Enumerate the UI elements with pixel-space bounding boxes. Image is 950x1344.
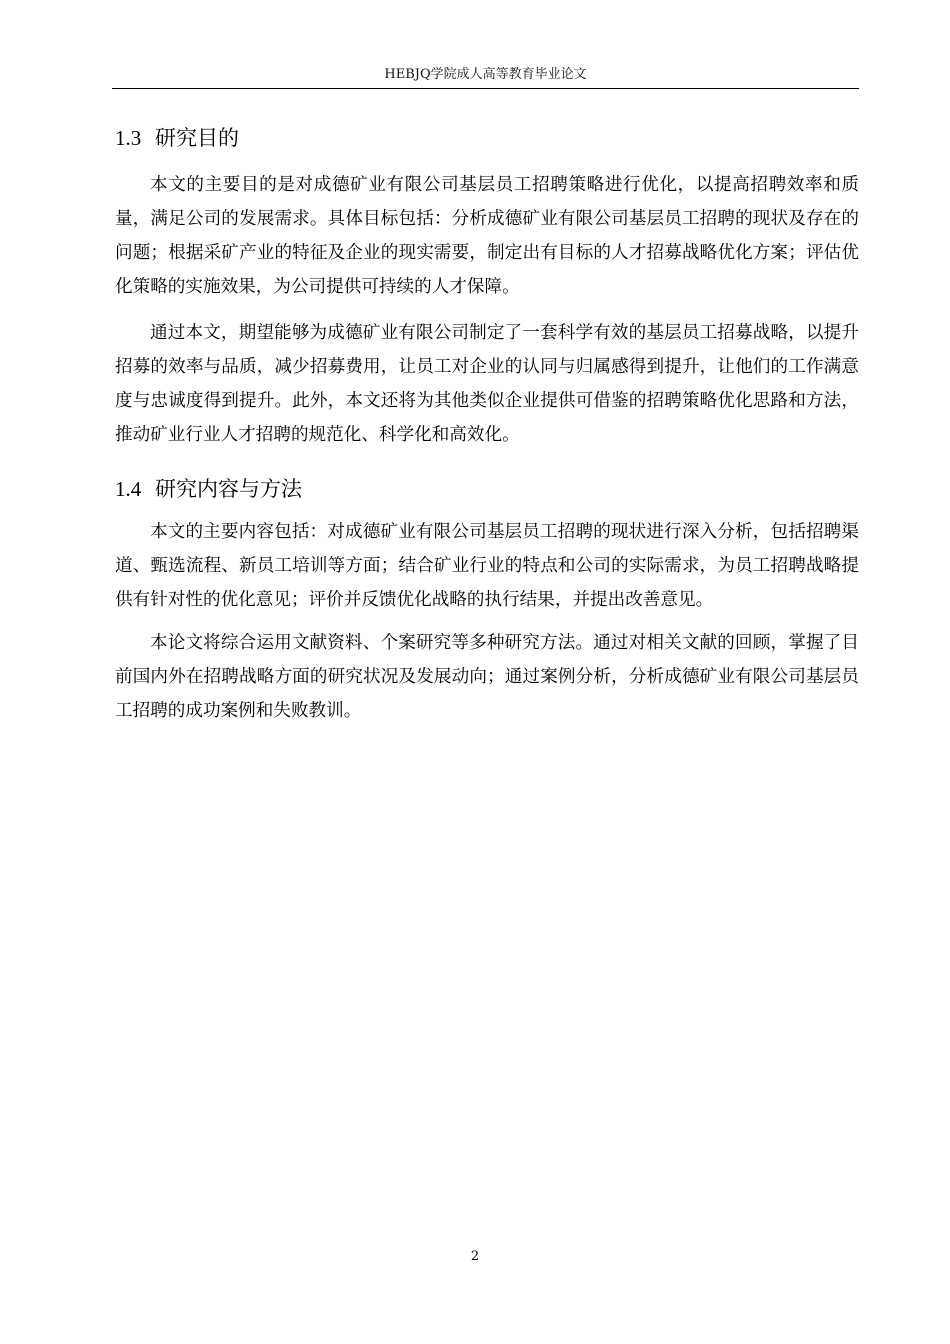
paragraph: 本文的主要目的是对成德矿业有限公司基层员工招聘策略进行优化，以提高招聘效率和质量，满足公司的发展需求。具体目标包括：分析成德矿业有限公司基层员工招聘的现状及存在的问题；根据采矿产业的特征及企业的现实需要，制定出有目标的人才招募战略优化方案；评估优化策略的实施效果，为公司提供可持续的人才保障。 <box>115 175 859 297</box>
section-heading-1-4 <box>115 474 302 504</box>
paragraph: 通过本文，期望能够为成德矿业有限公司制定了一套科学有效的基层员工招募战略，以提升招募的效率与品质，减少招募费用，让员工对企业的认同与归属感得到提升，让他们的工作满意度与忠诚度得到提升。此外，本文还将为其他类似企业提供可借鉴的招聘策略优化思路和方法，推动矿业行业人才招聘的规范化、科学化和高效化。 <box>115 323 859 445</box>
paragraph: 本文的主要内容包括：对成德矿业有限公司基层员工招聘的现状进行深入分析，包括招聘渠道、甄选流程、新员工培训等方面；结合矿业行业的特点和公司的实际需求，为员工招聘战略提供有针对性的优化意见；评价并反馈优化战略的执行结果，并提出改善意见。 <box>115 522 859 610</box>
section-number: 1.3 <box>115 126 142 150</box>
header-divider <box>112 88 859 89</box>
section-number: 1.4 <box>115 477 142 501</box>
paragraph: 本论文将综合运用文献资料、个案研究等多种研究方法。通过对相关文献的回顾，掌握了目前国内外在招聘战略方面的研究状况及发展动向；通过案例分析，分析成德矿业有限公司基层员工招聘的成功案例和失败教训。 <box>115 633 859 721</box>
page-header: HEBJQ学院成人高等教育毕业论文 <box>384 67 587 82</box>
section-title: 研究目的 <box>155 126 239 150</box>
page-number: 2 <box>470 1249 480 1264</box>
section-heading-1-3 <box>115 123 239 153</box>
section-title: 研究内容与方法 <box>155 477 302 501</box>
